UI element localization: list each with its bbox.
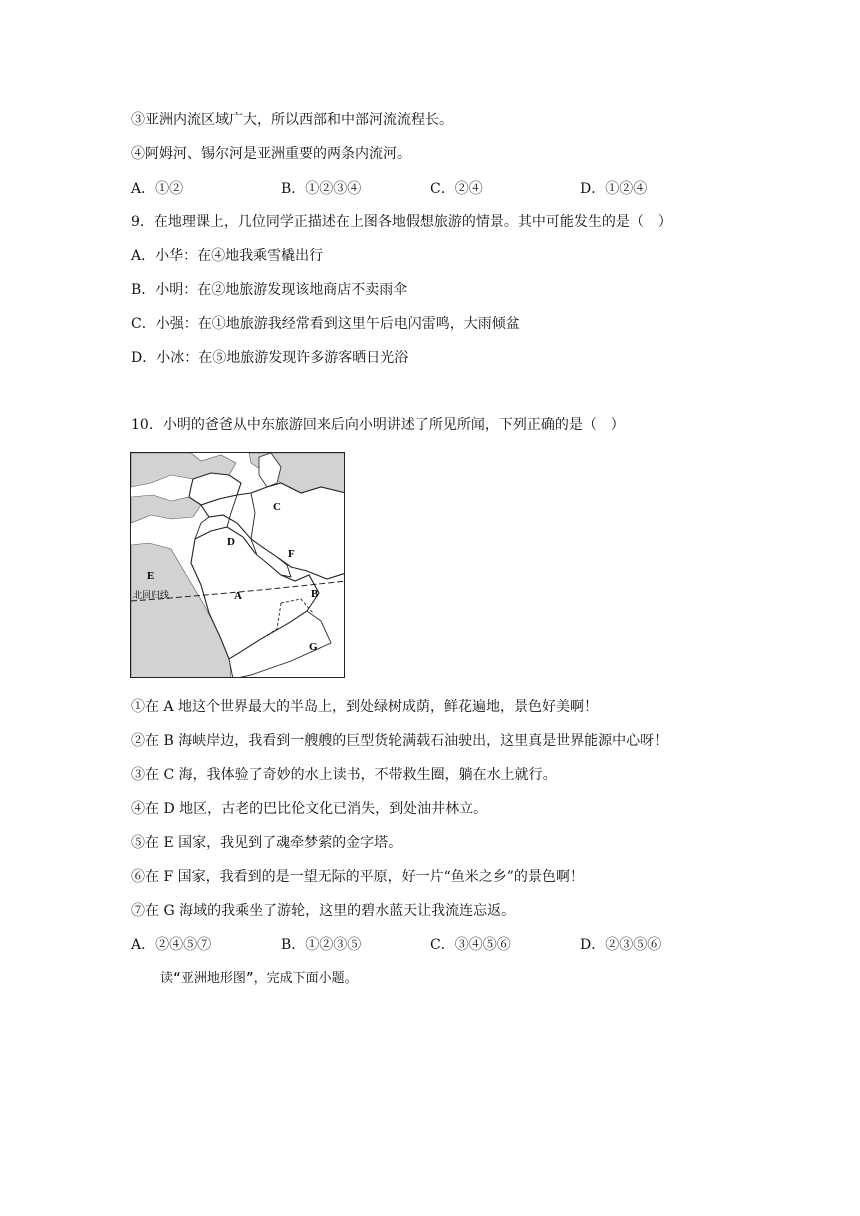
q8-option-c[interactable]: C．②④ — [430, 181, 483, 197]
q10-statement-7: ⑦在 G 海域的我乘坐了游轮，这里的碧水蓝天让我流连忘返。 — [131, 903, 516, 919]
q10-statement-6: ⑥在 F 国家，我看到的是一望无际的平原，好一片“鱼米之乡”的景色啊！ — [131, 869, 584, 885]
q10-statement-2: ②在 B 海峡岸边，我看到一艘艘的巨型货轮满载石油驶出，这里真是世界能源中心呀！ — [131, 733, 669, 749]
map-label-g: G — [309, 641, 318, 653]
q9-option-a[interactable]: A．小华：在④地我乘雪橇出行 — [131, 248, 324, 264]
q10-stem: 10．小明的爸爸从中东旅游回来后向小明讲述了所见所闻，下列正确的是（ ） — [131, 417, 625, 433]
q10-option-b[interactable]: B．①②③⑤ — [281, 937, 362, 953]
q8-option-b[interactable]: B．①②③④ — [281, 181, 362, 197]
middle-east-map — [130, 452, 345, 678]
q10-statement-5: ⑤在 E 国家，我见到了魂牵梦萦的金字塔。 — [131, 835, 403, 851]
map-label-e: E — [147, 570, 155, 582]
map-drawing — [131, 453, 345, 678]
q10-statement-4: ④在 D 地区，古老的巴比伦文化已消失，到处油井林立。 — [131, 801, 488, 817]
map-label-c: C — [273, 501, 281, 513]
map-label-b: B — [311, 588, 319, 600]
q10-option-c[interactable]: C．③④⑤⑥ — [430, 937, 511, 953]
q8-option-d[interactable]: D．①②④ — [580, 181, 648, 197]
q9-option-c[interactable]: C．小强：在①地旅游我经常看到这里午后电闪雷鸣，大雨倾盆 — [131, 316, 520, 332]
q8-option-a[interactable]: A．①② — [131, 181, 184, 197]
q10-statement-1: ①在 A 地这个世界最大的半岛上，到处绿树成荫，鲜花遍地，景色好美啊！ — [131, 699, 599, 715]
q9-stem: 9．在地理课上，几位同学正描述在上图各地假想旅游的情景。其中可能发生的是（ ） — [131, 214, 672, 230]
map-label-d: D — [227, 536, 235, 548]
q8-statement-3: ③亚洲内流区域广大，所以西部和中部河流流程长。 — [131, 112, 453, 128]
tropic-label: 北回归线 — [133, 590, 170, 600]
q9-option-b[interactable]: B．小明：在②地旅游发现该地商店不卖雨伞 — [131, 282, 408, 298]
map-label-f: F — [288, 548, 295, 560]
next-section-intro: 读“亚洲地形图”，完成下面小题。 — [160, 971, 358, 986]
map-label-a: A — [234, 590, 242, 602]
q10-statement-3: ③在 C 海，我体验了奇妙的水上读书，不带救生圈，躺在水上就行。 — [131, 767, 557, 783]
q8-statement-4: ④阿姆河、锡尔河是亚洲重要的两条内流河。 — [131, 146, 411, 162]
q9-option-d[interactable]: D．小冰：在⑤地旅游发现许多游客晒日光浴 — [131, 350, 409, 366]
q10-option-d[interactable]: D．②③⑤⑥ — [580, 937, 662, 953]
q10-option-a[interactable]: A．②④⑤⑦ — [131, 937, 212, 953]
